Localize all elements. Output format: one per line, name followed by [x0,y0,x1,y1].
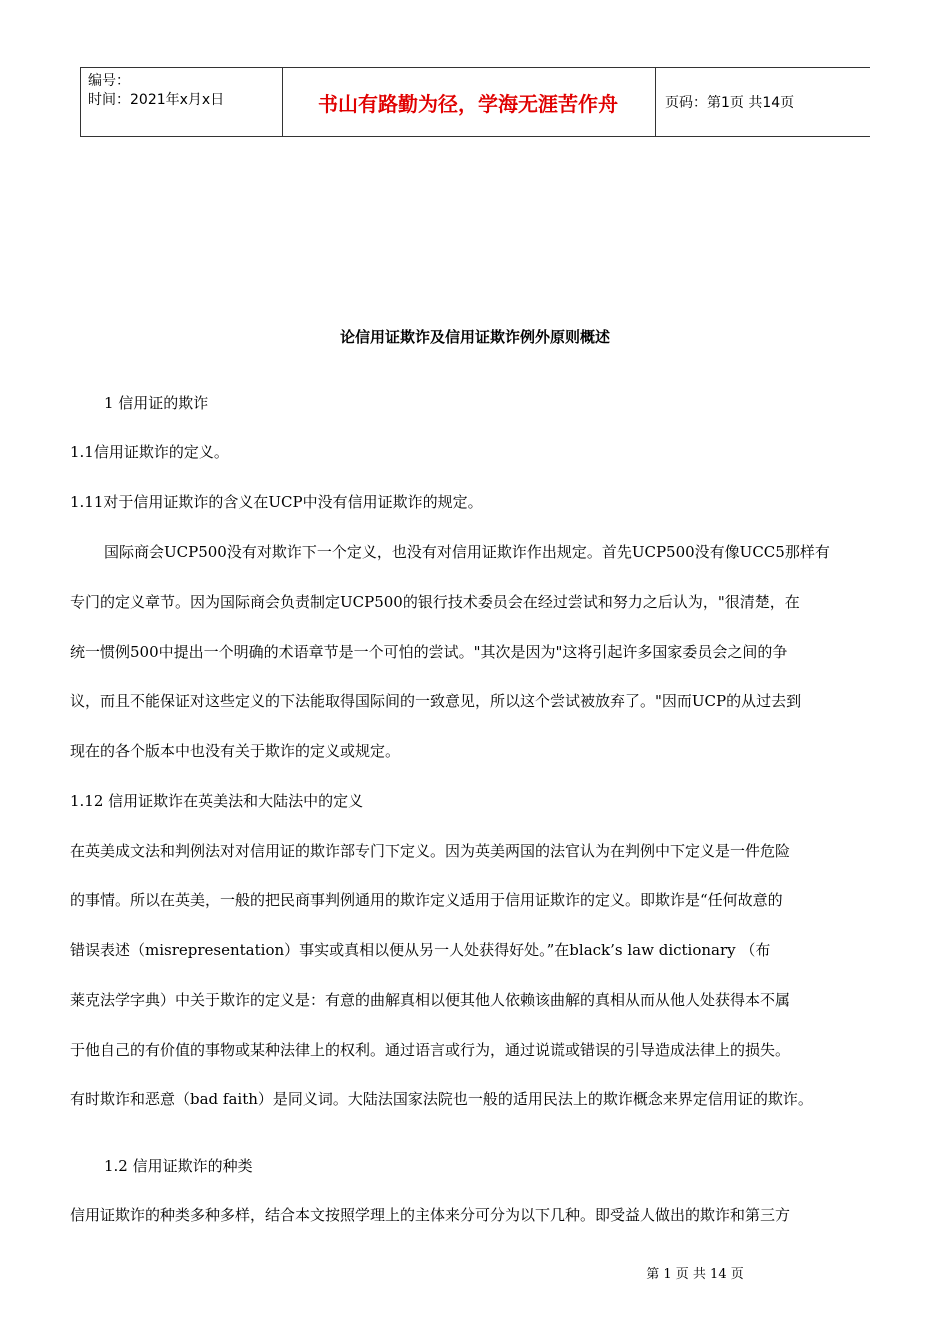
subsection-heading-1-12: 1.12 信用证欺诈在英美法和大陆法中的定义 [70,792,364,810]
paragraph-line: 信用证欺诈的种类多种多样，结合本文按照学理上的主体来分可分为以下几种。即受益人做出的欺诈和第三方 [70,1206,791,1224]
paragraph-line: 统一惯例500中提出一个明确的术语章节是一个可怕的尝试。"其次是因为"这将引起许多国家委员会之间的争 [70,643,788,661]
section-heading-1: 1 信用证的欺诈 [104,394,209,412]
paragraph-line: 现在的各个版本中也没有关于欺诈的定义或规定。 [70,742,401,760]
paragraph-line: 国际商会UCP500没有对欺诈下一个定义，也没有对信用证欺诈作出规定。首先UCP500没有像UCC5那样有 [104,543,830,561]
paragraph-line: 有时欺诈和恶意（bad faith）是同义词。大陆法国家法院也一般的适用民法上的欺诈概念来界定信用证的欺诈。 [70,1090,813,1108]
header-page-info: 页码：第1页 共14页 [665,95,795,111]
document-title: 论信用证欺诈及信用证欺诈例外原则概述 [339,328,610,346]
paragraph-line: 于他自己的有价值的事物或某种法律上的权利。通过语言或行为，通过说谎或错误的引导造成法律上的损失。 [70,1041,791,1059]
page-footer: 第 1 页 共 14 页 [646,1267,744,1282]
paragraph-line: 错误表述（misrepresentation）事实或真相以便从另一人处获得好处。”在black’s law dictionary （布 [70,941,771,959]
header-border-left [80,68,81,136]
paragraph-line: 的事情。所以在英美，一般的把民商事判例通用的欺诈定义适用于信用证欺诈的定义。即欺诈是“任何故意的 [70,891,783,909]
subsection-heading-1-1: 1.1信用证欺诈的定义。 [70,443,229,461]
paragraph-line: 在英美成文法和判例法对对信用证的欺诈部专门下定义。因为英美两国的法官认为在判例中下定义是一件危险 [70,842,791,860]
subsection-heading-1-11: 1.11对于信用证欺诈的含义在UCP中没有信用证欺诈的规定。 [70,493,483,511]
header-number-label: 编号： [88,73,130,89]
header-table [80,67,870,137]
paragraph-line: 专门的定义章节。因为国际商会负责制定UCP500的银行技术委员会在经过尝试和努力之后认为，"很清楚，在 [70,593,800,611]
header-time-label: 时间：2021年x月x日 [88,92,225,108]
paragraph-line: 议，而且不能保证对这些定义的下法能取得国际间的一致意见，所以这个尝试被放弃了。"因而UCP的从过去到 [70,692,802,710]
paragraph-line: 莱克法学字典）中关于欺诈的定义是：有意的曲解真相以便其他人依赖该曲解的真相从而从他人处获得本不属 [70,991,791,1009]
header-motto: 书山有路勤为径，学海无涯苦作舟 [318,91,618,116]
header-meta [88,72,224,110]
subsection-heading-1-2: 1.2 信用证欺诈的种类 [104,1157,253,1175]
header-divider-2 [655,68,656,136]
